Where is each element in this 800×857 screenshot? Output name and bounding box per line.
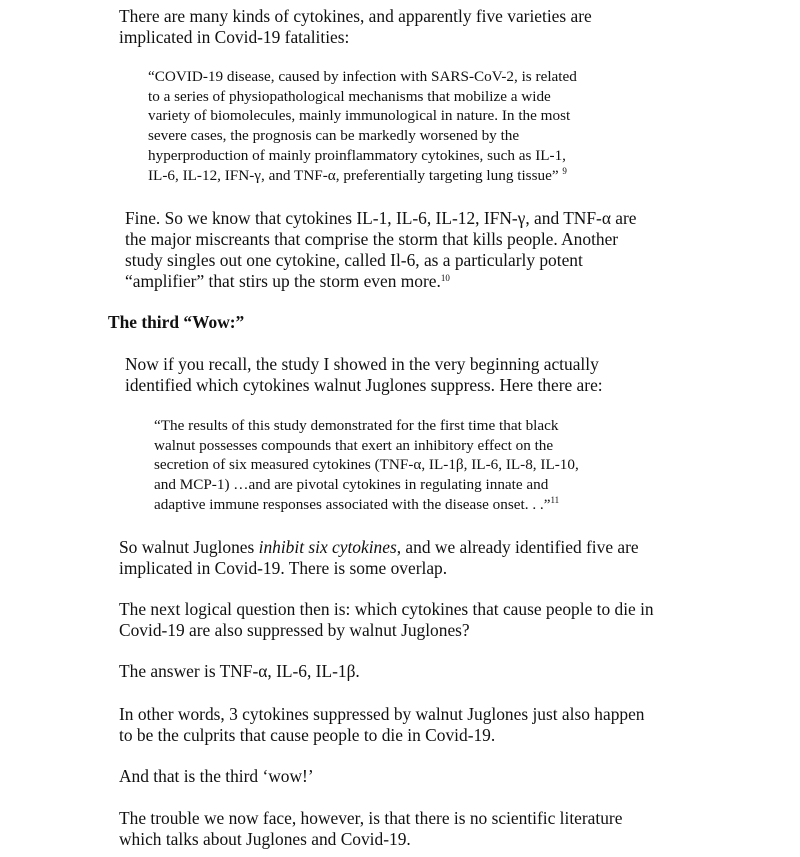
quote-text: IL-6, IL-12, IFN-γ, and TNF-α, preferentially targeting lung tissue”: [148, 166, 559, 184]
paragraph-other-words: [119, 704, 645, 746]
footnote-marker: 10: [440, 273, 450, 283]
text-line: Fine. So we know that cytokines IL-1, IL-6, IL-12, IFN-γ, and TNF-α are: [125, 208, 637, 228]
text-line: secretion of six measured cytokines (TNF-α, IL-1β, IL-6, IL-8, IL-10,: [154, 456, 579, 474]
paragraph-trouble: [119, 808, 622, 850]
text-segment: So walnut Juglones: [119, 537, 259, 557]
intro-paragraph: [119, 6, 592, 48]
text-line: severe cases, the prognosis can be markedly worsened by the: [148, 127, 520, 145]
text-line: implicated in Covid-19 fatalities:: [119, 27, 350, 47]
text-line: [119, 537, 639, 558]
text-line: which talks about Juglones and Covid-19.: [119, 829, 411, 849]
quote-text: adaptive immune responses associated with the disease onset. . .”: [154, 495, 551, 513]
text-line: the major miscreants that comprise the storm that kills people. Another: [125, 229, 619, 249]
text-line: [154, 495, 579, 517]
paragraph-answer: The answer is TNF-α, IL-6, IL-1β.: [119, 661, 360, 681]
paragraph-question: [119, 599, 654, 641]
text-line: identified which cytokines walnut Juglones suppress. Here there are:: [125, 375, 603, 395]
block-quote-walnut: [154, 416, 579, 517]
footnote-marker: 9: [562, 165, 567, 176]
emphasis-text: inhibit six cytokines: [258, 537, 397, 557]
paragraph-recall: [125, 354, 603, 396]
text-line: to be the culprits that cause people to die in Covid-19.: [119, 725, 496, 745]
text-segment: , and we already identified five are: [396, 537, 639, 557]
text-line: variety of biomolecules, mainly immunological in nature. In the most: [148, 107, 571, 125]
text-line: walnut possesses compounds that exert an inhibitory effect on the: [154, 436, 554, 454]
text-line: [148, 166, 577, 188]
text-line: Covid-19 are also suppressed by walnut Juglones?: [119, 620, 470, 640]
section-heading: The third “Wow:”: [108, 312, 245, 332]
text-line: implicated in Covid-19. There is some overlap.: [119, 558, 448, 578]
footnote-marker: 11: [550, 494, 560, 505]
text-line: to a series of physiopathological mechanisms that mobilize a wide: [148, 87, 551, 105]
text-line: and MCP-1) …and are pivotal cytokines in regulating innate and: [154, 476, 549, 494]
paragraph-text: “amplifier” that stirs up the storm even more.: [125, 271, 441, 291]
text-line: [125, 271, 637, 295]
text-line: The next logical question then is: which cytokines that cause people to die in: [119, 599, 654, 619]
paragraph-third-wow: And that is the third ‘wow!’: [119, 766, 314, 786]
text-line: In other words, 3 cytokines suppressed by walnut Juglones just also happen: [119, 704, 645, 724]
text-line: There are many kinds of cytokines, and apparently five varieties are: [119, 6, 592, 26]
text-line: “The results of this study demonstrated for the first time that black: [154, 417, 559, 434]
text-line: The trouble we now face, however, is that there is no scientific literature: [119, 808, 623, 828]
text-line: Now if you recall, the study I showed in the very beginning actually: [125, 354, 599, 374]
paragraph-inhibit: [119, 537, 639, 579]
paragraph-cytokines: [125, 208, 637, 295]
text-line: hyperproduction of mainly proinflammatory cytokines, such as IL-1,: [148, 146, 566, 164]
text-line: “COVID-19 disease, caused by infection with SARS-CoV-2, is related: [148, 68, 577, 85]
text-line: study singles out one cytokine, called Il-6, as a particularly potent: [125, 250, 583, 270]
block-quote-covid: [148, 67, 577, 187]
